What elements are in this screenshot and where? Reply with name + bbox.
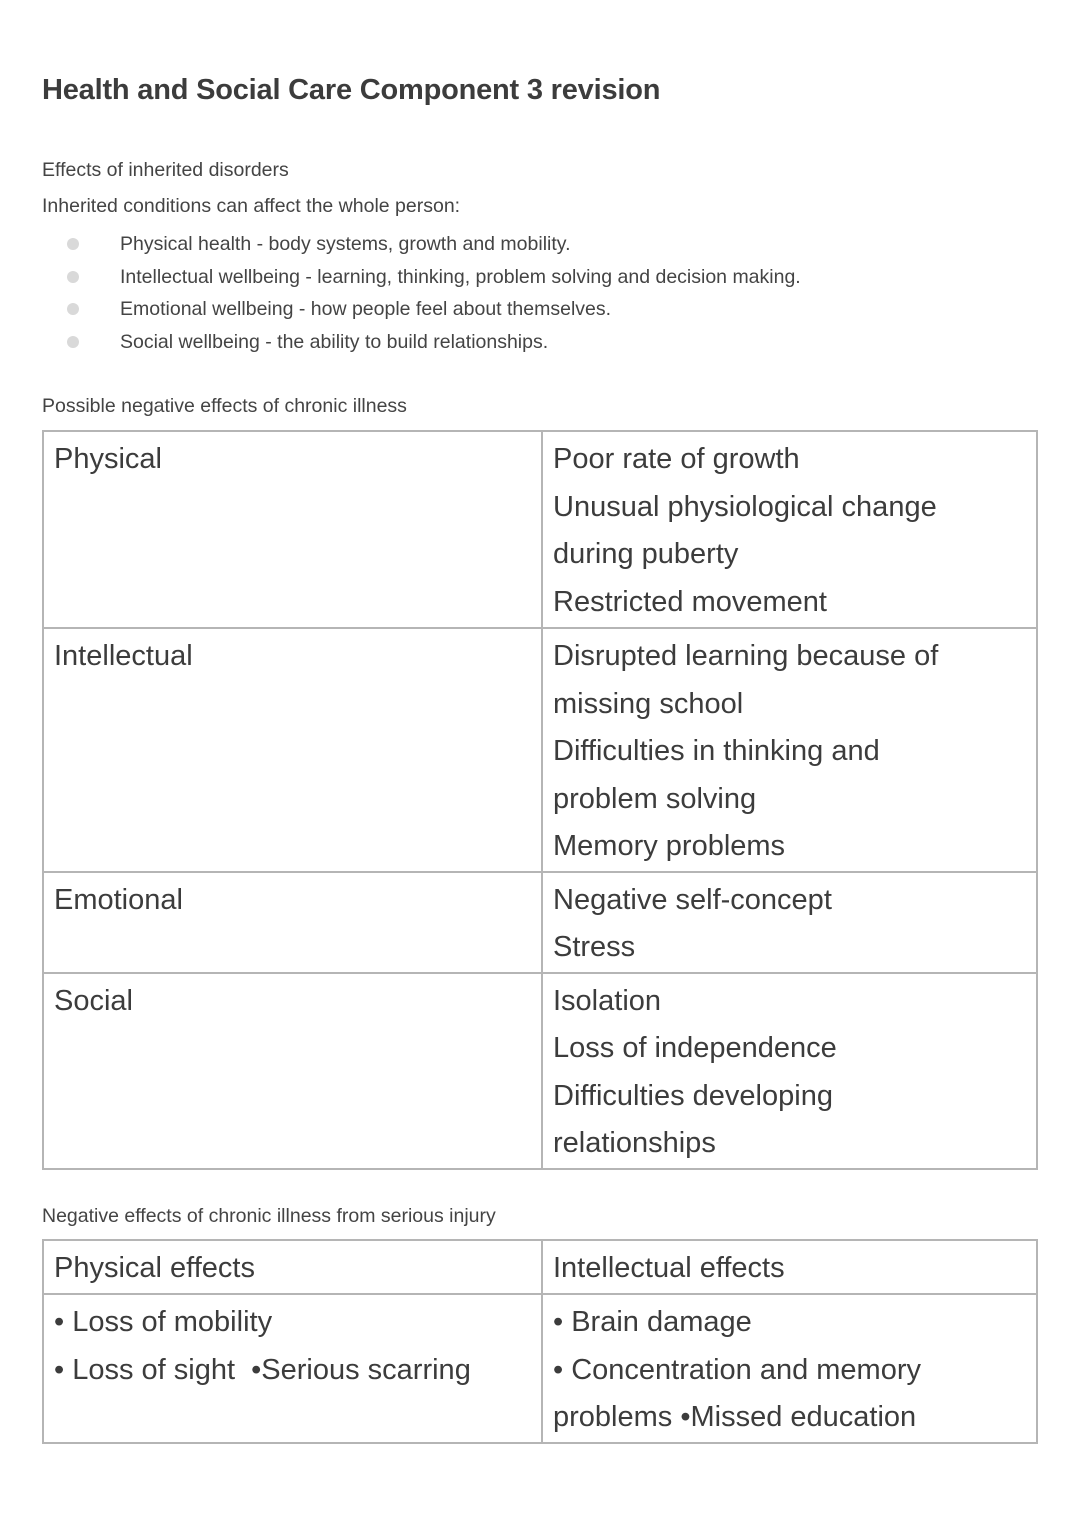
- bullet-icon: [67, 271, 79, 283]
- table-row: [43, 1294, 1037, 1443]
- effect-line: Stress: [553, 931, 636, 963]
- table-cell-category: [43, 431, 542, 628]
- table-cell-category: [43, 973, 542, 1169]
- list-item-text: Physical health - body systems, growth and mobility.: [120, 233, 571, 255]
- list-item: [42, 326, 801, 359]
- effect-line: Difficulties in thinking and: [553, 735, 880, 767]
- effect-line: Memory problems: [553, 830, 786, 862]
- table-cell-category: [43, 628, 542, 872]
- list-item-text: Social wellbeing - the ability to build relationships.: [120, 330, 549, 353]
- effect-line: • Brain damage: [553, 1306, 752, 1338]
- category-label: Emotional: [54, 883, 183, 916]
- effect-line: problems •Missed education: [553, 1401, 917, 1433]
- bullet-icon: [67, 303, 79, 315]
- bullet-icon: [67, 336, 79, 348]
- list-item: [42, 228, 801, 261]
- effect-line: Poor rate of growth: [553, 443, 800, 475]
- effect-line: • Concentration and memory: [553, 1353, 921, 1386]
- table-row: [43, 973, 1037, 1169]
- effect-line: problem solving: [553, 782, 757, 815]
- table-row: [43, 872, 1037, 973]
- list-item-text: Intellectual wellbeing - learning, thinking, problem solving and decision making.: [120, 265, 801, 288]
- effect-line: missing school: [553, 687, 744, 720]
- table-row: [43, 628, 1037, 872]
- section-intro: Inherited conditions can affect the whole person:: [42, 195, 461, 217]
- effect-line: during puberty: [553, 538, 739, 570]
- effect-line: Difficulties developing: [553, 1079, 833, 1112]
- list-item-text: Emotional wellbeing - how people feel about themselves.: [120, 298, 612, 320]
- table-header-cell: Intellectual effects: [542, 1240, 1037, 1294]
- table2-caption: Negative effects of chronic illness from serious injury: [42, 1205, 496, 1227]
- table-cell-effects: [542, 973, 1037, 1169]
- effect-line: Unusual physiological change: [553, 490, 937, 523]
- section-heading: Effects of inherited disorders: [42, 159, 289, 181]
- table-row: [43, 431, 1037, 628]
- effect-line: Restricted movement: [553, 585, 827, 618]
- bullet-icon: [67, 238, 79, 250]
- injury-effects-table: [42, 1239, 1038, 1444]
- category-label: Intellectual: [54, 640, 193, 672]
- effect-line: • Loss of mobility: [54, 1306, 273, 1338]
- effect-line: Isolation: [553, 984, 662, 1017]
- table-header-row: [43, 1240, 1037, 1294]
- bullet-list: [42, 228, 801, 358]
- category-label: Social: [54, 984, 133, 1017]
- list-item: [42, 293, 801, 326]
- page-title: Health and Social Care Component 3 revision: [42, 74, 661, 106]
- effect-line: • Loss of sight •Serious scarring: [54, 1353, 471, 1386]
- effect-line: Loss of independence: [553, 1032, 837, 1064]
- table-cell-physical: [43, 1294, 542, 1443]
- table-cell-category: [43, 872, 542, 973]
- table1-caption: Possible negative effects of chronic illness: [42, 395, 407, 417]
- effect-line: Negative self-concept: [553, 883, 832, 916]
- effect-line: Disrupted learning because of: [553, 640, 939, 672]
- table-header-cell: Physical effects: [43, 1240, 542, 1294]
- list-item: [42, 261, 801, 294]
- table-cell-effects: [542, 628, 1037, 872]
- category-label: Physical: [54, 443, 162, 475]
- effect-line: relationships: [553, 1127, 716, 1159]
- table-cell-effects: [542, 431, 1037, 628]
- table-cell-effects: [542, 872, 1037, 973]
- table-cell-intellectual: [542, 1294, 1037, 1443]
- chronic-illness-effects-table: [42, 430, 1038, 1170]
